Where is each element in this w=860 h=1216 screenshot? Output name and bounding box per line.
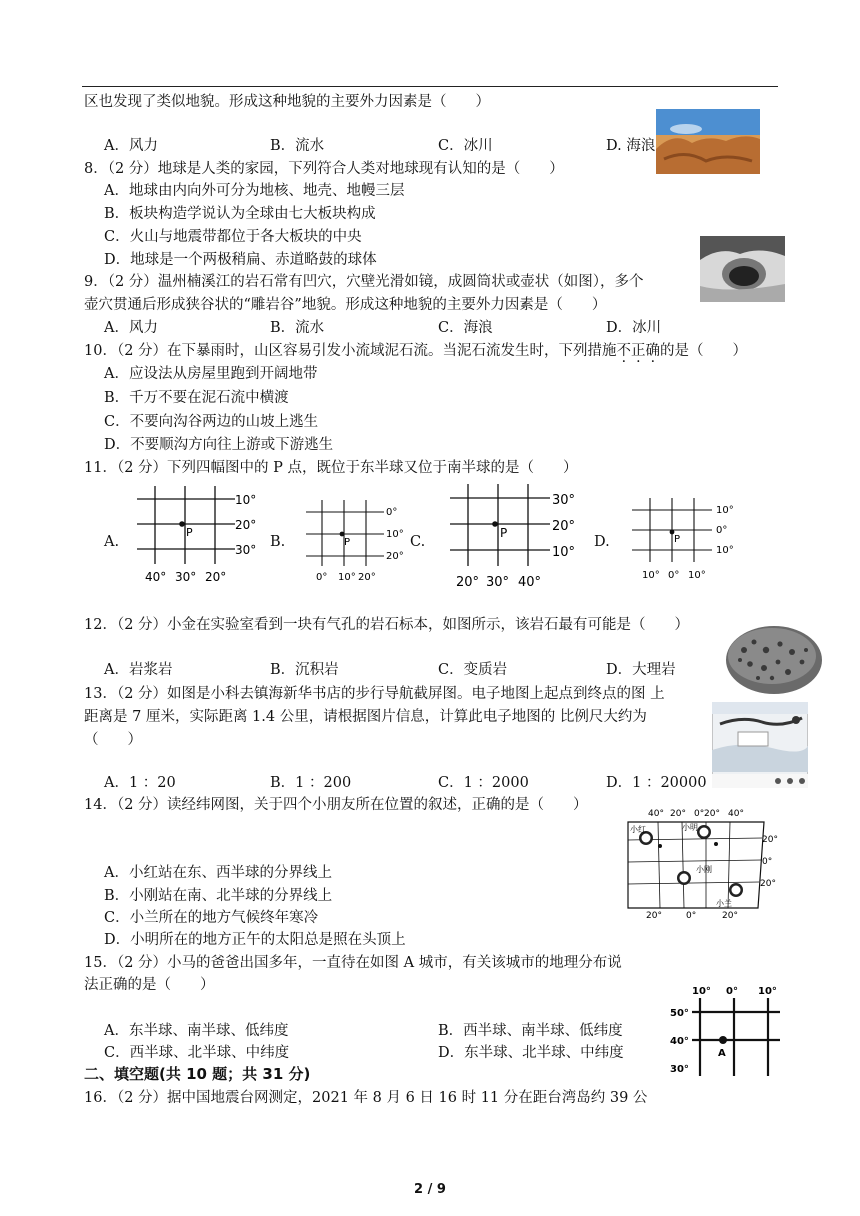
q12-option-d: D．大理岩 [606,662,676,678]
q12-option-b: B．沉积岩 [270,662,339,678]
q7-option-d: D. 海浪 [606,138,656,154]
q12-option-c: C．变质岩 [438,662,508,678]
q15-stem-line1: 15．（2 分）小马的爸爸出国多年，一直待在如图 A 城市，有关该城市的地理分布说 [84,955,622,971]
q9-stem-line2: 壶穴贯通后形成狭谷状的“雕岩谷”地貌。形成这种地貌的主要外力因素是（ ） [84,297,607,313]
q15-left-label-3: 30° [670,1064,689,1075]
q10-option-d: D．不要顺沟方向往上游或下游逃生 [104,437,334,453]
q10-emphasis-char: 正 [631,343,646,359]
q11-b-lon-1: 0° [316,572,328,583]
q13-navigation-map-screenshot [712,702,808,788]
q8-stem: 8．（2 分）地球是人类的家园，下列符合人类对地球现有认知的是（ ） [84,161,564,177]
q15-graticule-map [668,982,780,1076]
q11-b-lat-1: 0° [386,507,398,518]
q11-a-lon-2: 30° [175,570,197,584]
q10-option-a: A．应设法从房屋里跑到开阔地带 [104,366,318,382]
q11-d-lat-3: 10° [716,545,734,556]
q12-pumice-rock-image [722,620,826,698]
q10-option-b: B．千万不要在泥石流中横渡 [104,390,289,406]
q14-top-label-5: 40° [728,809,744,819]
q14-option-c: C．小兰所在的地方气候终年寒冷 [104,910,319,926]
q11-a-point-label: P [186,526,193,539]
q7-option-a: A．风力 [104,138,158,154]
q11-c-lon-1: 20° [456,575,480,590]
q14-graticule-map [624,802,782,918]
q14-stem: 14．（2 分）读经纬网图，关于四个小朋友所在位置的叙述，正确的是（ ） [84,797,588,813]
q11-c-point-label: P [500,526,508,540]
q12-option-a: A．岩浆岩 [104,662,173,678]
q9-option-c: C．海浪 [438,320,493,336]
q14-kid-xiaolan: 小兰 [716,899,732,908]
q11-d-lon-1: 10° [642,570,660,581]
q7-landform-photo [656,109,760,174]
q15-option-d: D．东半球、北半球、中纬度 [438,1045,624,1061]
q11-d-lat-2: 0° [716,525,728,536]
q8-option-b: B．板块构造学说认为全球由七大板块构成 [104,206,376,222]
q11-grid-d [628,496,748,584]
q13-stem-line1: 13．（2 分）如图是小科去镇海新华书店的步行导航截屏图。电子地图上起点到终点的图 上 [84,686,665,702]
q15-point-label: A [718,1048,726,1059]
q15-option-b: B．西半球、南半球、低纬度 [438,1023,623,1039]
q9-option-d: D．冰川 [606,320,662,336]
q10-stem [84,339,747,360]
q14-top-label-1: 40° [648,809,664,819]
q15-top-label-1: 10° [692,986,711,997]
q9-option-a: A．风力 [104,320,158,336]
q11-a-lon-1: 40° [145,570,167,584]
q14-right-label-2: 0° [762,857,773,867]
q14-kid-xiaohong: 小红 [630,825,646,834]
q11-grid-a [125,484,265,588]
q14-bottom-label-2: 0° [686,911,697,918]
q14-kid-xiaogang: 小刚 [696,865,712,874]
q11-label-c: C. [410,534,426,550]
q14-right-label-3: 20° [760,879,776,889]
q13-option-d: D．1 ：20000 [606,775,707,791]
q9-stem-line1: 9．（2 分）温州楠溪江的岩石常有凹穴，穴壁光滑如镜，成圆筒状或壶状（如图），多个 [84,274,644,290]
q14-top-label-4: 20° [704,809,720,819]
q11-d-point-label: P [674,534,681,545]
q10-stem-part2: 的是（ ） [660,343,748,359]
q11-c-lon-3: 40° [518,575,542,590]
q11-b-lat-2: 10° [386,529,404,540]
header-rule [82,86,778,87]
q14-option-a: A．小红站在东、西半球的分界线上 [104,865,332,881]
q13-stem-line2: 距离是 7 厘米，实际距离 1.4 公里，请根据图片信息，计算此电子地图的 比例尺大约为 [84,709,647,725]
q14-kid-xiaoming: 小明 [682,823,698,832]
page-number: 2 / 9 [414,1182,446,1197]
q11-a-lat-1: 10° [235,493,257,507]
q11-grid-c [440,482,590,592]
q13-option-a: A．1 ：20 [104,775,176,791]
q15-option-c: C．西半球、北半球、中纬度 [104,1045,290,1061]
q11-grid-b [300,496,412,584]
q11-c-lon-2: 30° [486,575,510,590]
q15-left-label-1: 50° [670,1008,689,1019]
q10-option-c: C．不要向沟谷两边的山坡上逃生 [104,414,319,430]
q11-a-lon-3: 20° [205,570,227,584]
q8-option-d: D．地球是一个两极稍扁、赤道略鼓的球体 [104,252,377,268]
q11-d-lat-1: 10° [716,505,734,516]
q14-right-label-1: 20° [762,835,778,845]
q14-bottom-label-1: 20° [646,911,662,918]
q15-left-label-2: 40° [670,1036,689,1047]
q14-option-b: B．小刚站在南、北半球的分界线上 [104,888,333,904]
q7-option-c: C．冰川 [438,138,493,154]
q15-top-label-2: 0° [726,986,738,997]
q10-stem-part1: 10．（2 分）在下暴雨时，山区容易引发小流域泥石流。当泥石流发生时，下列措施 [84,343,617,359]
q9-option-b: B．流水 [270,320,325,336]
q8-option-c: C．火山与地震带都位于各大板块的中央 [104,229,362,245]
q11-stem: 11．（2 分）下列四幅图中的 P 点，既位于东半球又位于南半球的是（ ） [84,460,578,476]
q13-option-b: B．1 ：200 [270,775,352,791]
q11-a-lat-2: 20° [235,518,257,532]
q11-label-b: B. [270,534,286,550]
q7-stem-continuation: 区也发现了类似地貌。形成这种地貌的主要外力因素是（ ） [84,94,490,110]
q11-c-lat-3: 10° [552,545,576,560]
q10-stem-emphasis [617,343,661,359]
q15-top-label-3: 10° [758,986,777,997]
q15-stem-line2: 法正确的是（ ） [84,977,215,993]
q14-option-d: D．小明所在的地方正午的太阳总是照在头顶上 [104,932,406,948]
q15-option-a: A．东半球、南半球、低纬度 [104,1023,289,1039]
q13-option-c: C．1 ：2000 [438,775,529,791]
q11-b-lat-3: 20° [386,551,404,562]
q11-b-lon-3: 20° [358,572,376,583]
q11-c-lat-2: 20° [552,519,576,534]
q10-emphasis-char: 不 [616,343,632,359]
q9-pothole-photo [700,236,785,302]
q11-label-a: A. [104,534,120,550]
q11-d-lon-3: 10° [688,570,706,581]
q11-d-lon-2: 0° [668,570,680,581]
q12-stem: 12．（2 分）小金在实验室看到一块有气孔的岩石标本，如图所示，该岩石最有可能是（ ） [84,617,690,633]
q14-top-label-2: 20° [670,809,686,819]
section-2-heading: 二、填空题(共 10 题；共 31 分) [84,1065,311,1083]
q7-option-b: B．流水 [270,138,325,154]
q11-c-lat-1: 30° [552,493,576,508]
q14-bottom-label-3: 20° [722,911,738,918]
q16-stem: 16．（2 分）据中国地震台网测定，2021 年 8 月 6 日 16 时 11 分在距台湾岛约 39 公 [84,1090,648,1106]
q11-b-lon-2: 10° [338,572,356,583]
q10-emphasis-char: 确 [645,343,661,359]
q11-a-lat-3: 30° [235,543,257,557]
q13-stem-line3: （ ） [84,732,142,748]
q11-b-point-label: P [344,537,351,548]
q11-label-d: D. [594,534,610,550]
q14-top-label-3: 0° [694,809,705,819]
q8-option-a: A．地球由内向外可分为地核、地壳、地幔三层 [104,183,405,199]
